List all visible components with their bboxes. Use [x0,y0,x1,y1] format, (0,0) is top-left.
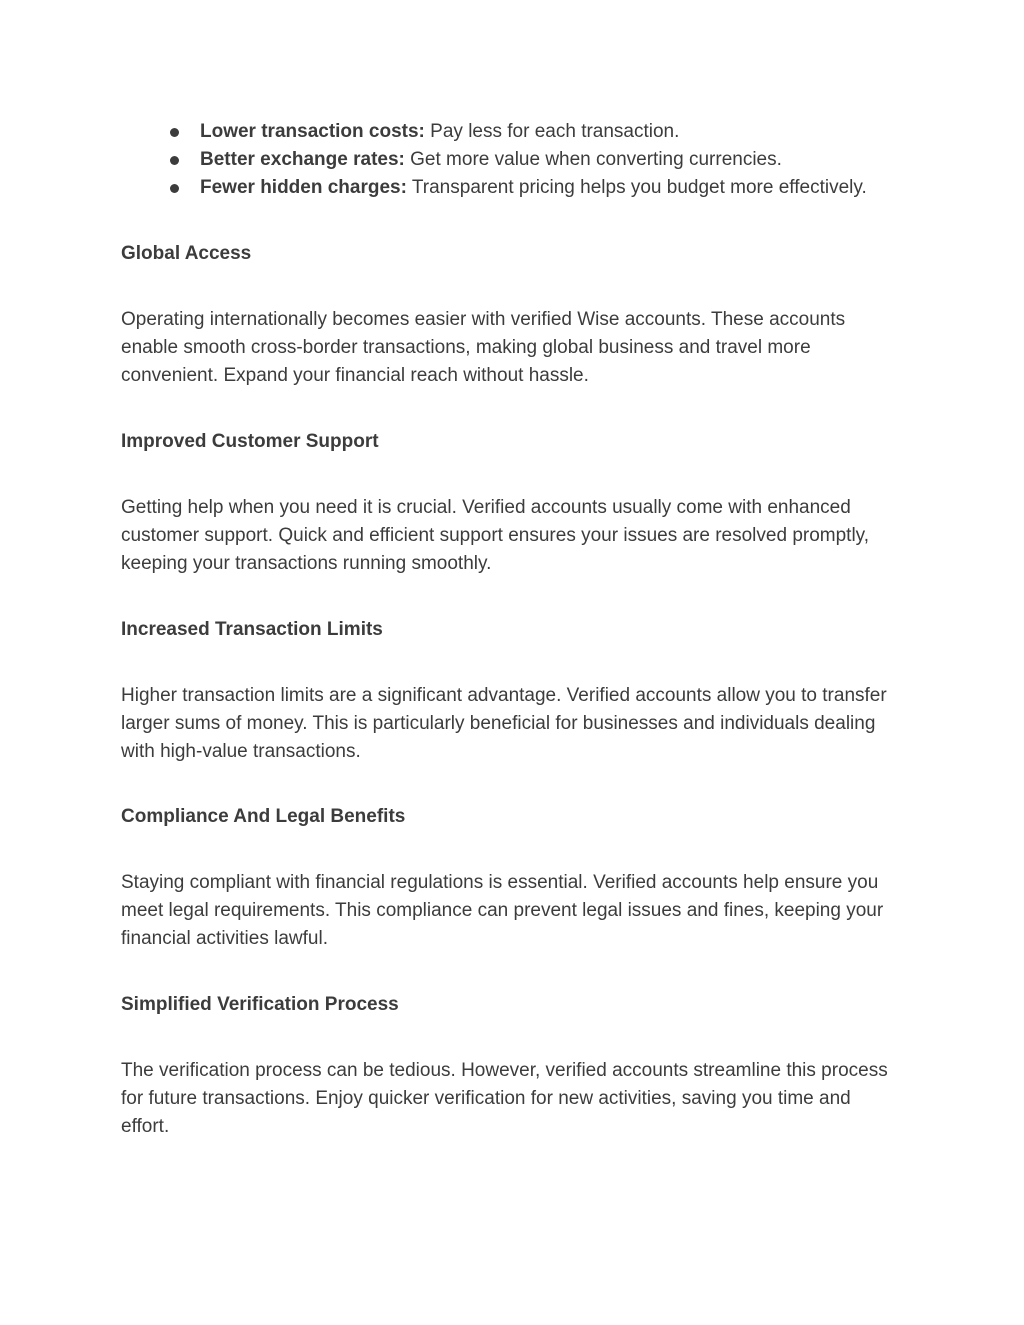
section-heading-transaction-limits: Increased Transaction Limits [121,619,383,640]
section-body-customer-support: Getting help when you need it is crucial. Verified accounts usually come with enhanced customer support. Quick and efficient support ensures your issues are resolved promptly, keeping your transactions running smoothly. [121,497,870,574]
section-heading-global-access: Global Access [121,243,252,264]
section-heading-customer-support: Improved Customer Support [121,431,379,452]
section-body-compliance: Staying compliant with financial regulations is essential. Verified accounts help ensure you meet legal requirements. This compliance can prevent legal issues and fines, keeping your financial activities lawful. [121,872,884,949]
bullet-term: Better exchange rates: [200,149,405,170]
section-heading-compliance: Compliance And Legal Benefits [121,806,406,827]
section-body-transaction-limits: Higher transaction limits are a significant advantage. Verified accounts allow you to transfer larger sums of money. This is particularly beneficial for businesses and individuals dealing with high-value transactions. [121,685,887,762]
benefits-bullet-list [164,118,867,202]
bullet-text: Transparent pricing helps you budget more effectively. [411,177,867,198]
bullet-text: Pay less for each transaction. [430,121,680,142]
bullet-term: Fewer hidden charges: [200,177,407,198]
bullet-item [164,118,867,146]
section-body-global-access: Operating internationally becomes easier with verified Wise accounts. These accounts enable smooth cross-border transactions, making global business and travel more convenient. Expand your financial reach without hassle. [121,309,846,386]
bullet-text: Get more value when converting currencies. [410,149,782,170]
bullet-item [164,146,867,174]
section-body-verification: The verification process can be tedious. However, verified accounts streamline this process for future transactions. Enjoy quicker verification for new activities, saving you time and effort. [121,1060,888,1137]
bullet-dot-icon [170,128,179,137]
section-heading-verification: Simplified Verification Process [121,994,399,1015]
bullet-item [164,174,867,202]
bullet-term: Lower transaction costs: [200,121,425,142]
bullet-dot-icon [170,156,179,165]
bullet-dot-icon [170,184,179,193]
